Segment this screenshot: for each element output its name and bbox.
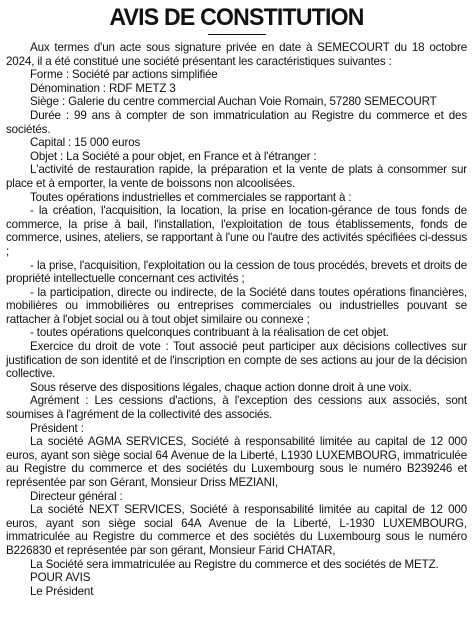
forme-line: Forme : Société par actions simplifiée	[30, 68, 218, 82]
duree-line: Durée : 99 ans à compter de son immatriculation au Registre du commerce et des sociétés.	[6, 108, 467, 136]
siege-line: Siège : Galerie du centre commercial Auchan Voie Romain, 57280 SEMECOURT	[30, 95, 437, 109]
operations-item-other: - toutes opérations quelconques contribuant à la réalisation de cet objet.	[30, 326, 389, 340]
vote-paragraph: Exercice du droit de vote : Tout associé peut participer aux décisions collectives sur justification de son identité et de l'inscription en compte de ses actions au jour de la décision collective.	[6, 340, 467, 381]
operations-heading: Toutes opérations industrielles et commerciales se rapportant à :	[30, 190, 352, 204]
president-paragraph: La société AGMA SERVICES, Société à responsabilité limitée au capital de 12 000 euros, ayant son siège social 64 Avenue de la Liberté, L1930 LUXEMBOURG, immatriculée au Registre du commerce et des sociétés du Luxembourg sous le numéro B239246 et représentée par son Gérant, Monsieur Driss MEZIANI,	[6, 435, 467, 489]
vote-rule-line: Sous réserve des dispositions légales, chaque action donne droit à une voix.	[30, 380, 412, 394]
notice-body	[6, 41, 467, 598]
operations-item-ip: - la prise, l'acquisition, l'exploitation ou la cession de tous procédés, brevets et droits de propriété intellectuelle concernant ces activités ;	[6, 258, 467, 286]
capital-line: Capital : 15 000 euros	[30, 136, 141, 150]
directeur-heading: Directeur général :	[30, 489, 123, 503]
signature-line: Le Président	[30, 584, 94, 598]
agrement-paragraph: Agrément : Les cessions d'actions, à l'exception des cessions aux associés, sont soumises à l'agrément de la collectivité des associés.	[6, 394, 467, 422]
title-underline	[208, 34, 266, 35]
objet-line: Objet : La Société a pour objet, en France et à l'étranger :	[30, 149, 317, 163]
directeur-paragraph: La société NEXT SERVICES, Société à responsabilité limitée au capital de 12 000 euros, ayant son siège social 64A Avenue de la Liberté, L-1930 LUXEMBOURG, immatriculée au Registre du commerce et des sociétés du Luxembourg sous le numéro B226830 et représentée par son gérant, Monsieur Farid CHATAR,	[6, 503, 467, 557]
president-heading: Président :	[30, 421, 84, 435]
notice-title: AVIS DE CONSTITUTION	[109, 4, 364, 31]
registration-line: La Société sera immatriculée au Registre du commerce et des sociétés de METZ.	[30, 557, 439, 571]
operations-item-creation: - la création, l'acquisition, la location, la prise en location-gérance de tous fonds de commerce, la prise à bail, l'installation, l'exploitation de tous établissements, fonds de commerce, usines, ateliers, se rapportant à l'une ou l'autre des activités spécifiées ci-dessus ;	[6, 204, 467, 258]
denomination-line: Dénomination : RDF METZ 3	[30, 81, 176, 95]
activity-paragraph: L'activité de restauration rapide, la préparation et la vente de plats à consommer sur place et à emporter, la vente de boissons non alcoolisées.	[6, 163, 467, 190]
pour-avis-line: POUR AVIS	[30, 571, 91, 585]
intro-paragraph: Aux termes d'un acte sous signature privée en date à SEMECOURT du 18 octobre 2024, il a été constitué une société présentant les caractéristiques suivantes :	[6, 41, 467, 68]
operations-item-participation: - la participation, directe ou indirecte, de la Société dans toutes opérations financières, mobilières ou immobilières ou entreprises commerciales ou industrielles pouvant se rattacher à l'objet social ou à tout objet similaire ou connexe ;	[6, 285, 467, 326]
